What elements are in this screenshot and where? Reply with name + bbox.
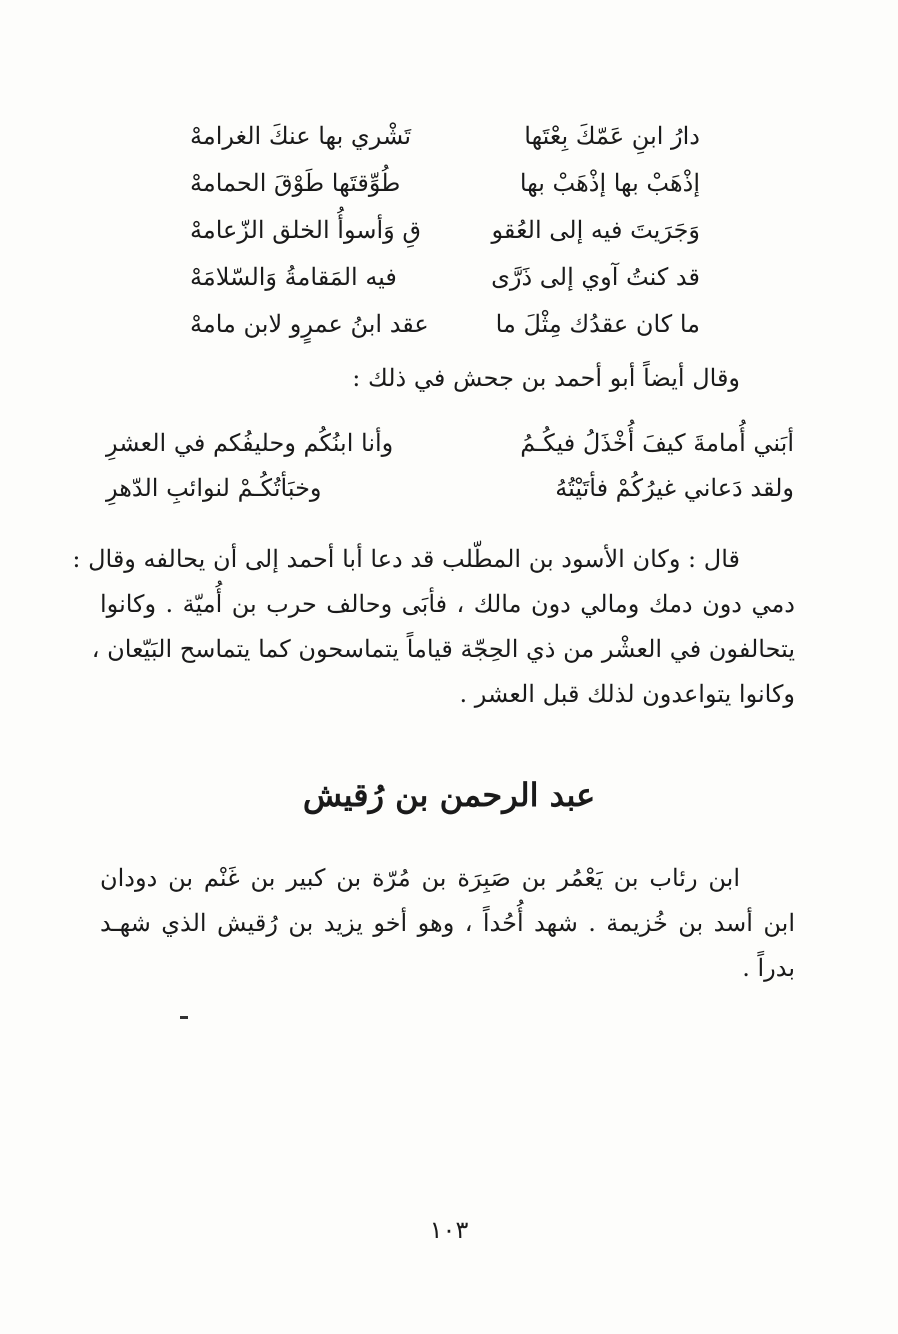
verse-line [106,420,794,465]
paragraph-line: بدراً . [742,954,795,982]
paragraph-line: دمي دون دمك ومالي دون مالك ، فأبَى وحالف حرب بن أُميّة . وكانوا [100,590,795,618]
verse-line [190,206,700,253]
paragraph-alliance [72,537,795,717]
verse-second-hemistich: تَشْري بها عنكَ الغرامهْ [190,121,412,150]
verse-line [190,112,700,159]
verse-first-hemistich: إذْهَبْ بها إذْهَبْ بها [519,168,700,197]
paragraph-line: وكانوا يتواعدون لذلك قبل العشر . [459,680,795,708]
page-number: ١٠٣ [429,1216,469,1244]
verse-first-hemistich: دارُ ابنِ عَمّكَ بِعْتَها [524,121,700,150]
verse-line [190,253,700,300]
verse-line [190,159,700,206]
paragraph-line: قال : وكان الأسود بن المطّلب قد دعا أبا أحمد إلى أن يحالفه وقال : [72,545,740,573]
section-heading: عبد الرحمن بن رُقيش [302,776,596,814]
verse-first-hemistich: وَجَرَيتَ فيه إلى العُقو [491,215,700,244]
verse-second-hemistich: قِ وَأسوأُ الخلق الزّعامهْ [190,215,421,244]
poem-block-1 [190,112,700,347]
verse-second-hemistich: وخبَأتُكُـمْ لنوائبِ الدّهرِ [106,473,322,502]
verse-line [106,465,794,510]
verse-second-hemistich: فيه المَقامةُ وَالسّلامَهْ [190,262,397,291]
verse-first-hemistich: ولقد دَعاني غيرُكُمْ فأتَيْتُهُ [555,473,794,502]
ink-speck [180,1016,188,1019]
poem-intro-line: وقال أيضاً أبو أحمد بن جحش في ذلك : [352,364,740,392]
paragraph-line: يتحالفون في العشْر من ذي الحِجّة قياماً يتماسحون كما يتماسح البَيّعان ، [91,635,795,663]
paragraph-biography [100,856,795,991]
verse-second-hemistich: وأنا ابنُكُم وحليفُكم في العشرِ [106,428,394,457]
paragraph-line: ابن رئاب بن يَعْمُر بن صَبِرَة بن مُرّة بن كبير بن غَنْم بن دودان [100,864,740,892]
verse-first-hemistich: ما كان عقدُك مِثْلَ ما [495,309,700,338]
paragraph-line: ابن أسد بن خُزيمة . شهد أُحُداً ، وهو أخو يزيد بن رُقيش الذي شهـد [100,909,795,937]
verse-line [190,300,700,347]
poem-block-2 [106,420,794,510]
verse-second-hemistich: عقد ابنُ عمرٍو لابن مامهْ [190,309,429,338]
verse-second-hemistich: طُوِّقتَها طَوْقَ الحمامهْ [190,168,401,197]
verse-first-hemistich: قد كنتُ آوي إلى ذَرَّى [491,262,700,291]
verse-first-hemistich: أبَني أُمامةَ كيفَ أُخْذَلُ فيكُـمُ [520,428,794,457]
